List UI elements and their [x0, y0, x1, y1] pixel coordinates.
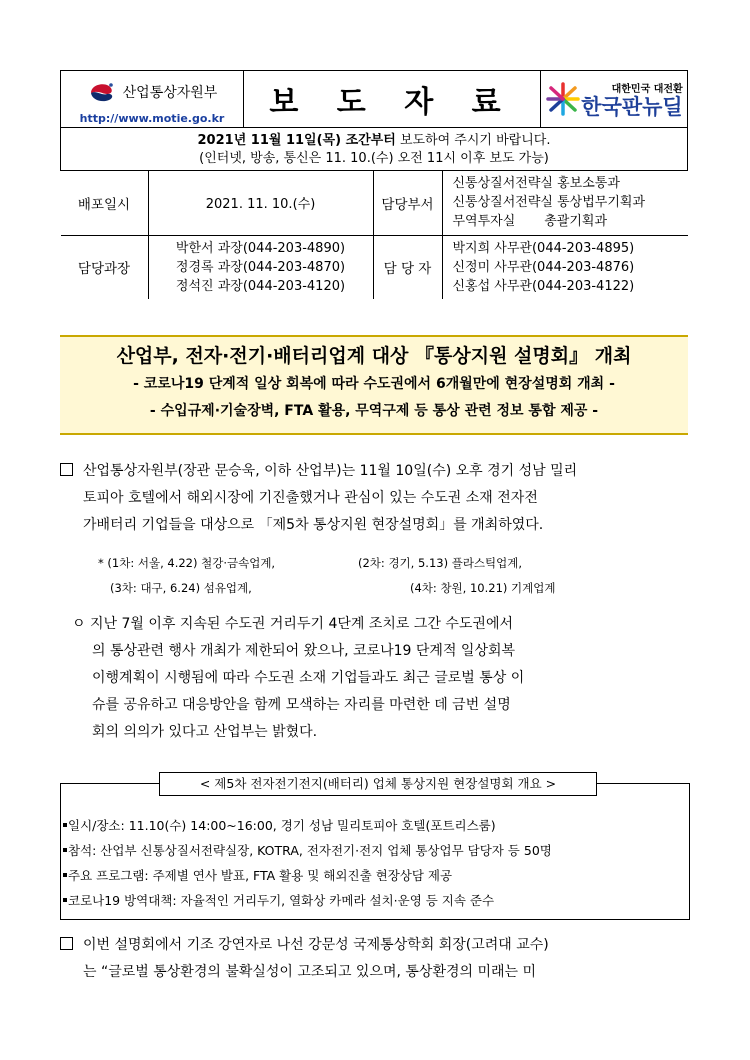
staff-item: 신홍섭 사무관(044-203-4122) — [452, 278, 635, 294]
note-round-2: (2차: 경기, 5.13) 플라스틱업계, — [358, 556, 523, 570]
staff-item: 박지희 사무관(044-203-4895) — [452, 240, 635, 256]
new-deal-burst-icon — [545, 81, 581, 117]
overview-title: < 제5차 전자전기전지(배터리) 업체 통상지원 현장설명회 개요 > — [159, 772, 597, 796]
korean-new-deal-logo — [541, 71, 688, 128]
manager-list — [148, 235, 373, 299]
overview-item: 참석: 산업부 신통상질서전략실장, KOTRA, 전자전기·전지 업체 통상업무 담당자 등 50명 — [63, 841, 552, 859]
manager-label: 담당과장 — [61, 235, 149, 299]
paragraph-3 — [60, 932, 688, 986]
paragraph-2-line: 회의 의의가 있다고 산업부는 밝혔다. — [92, 724, 318, 740]
bullet-icon — [63, 873, 67, 877]
brand-name: 한국판뉴딜 — [581, 94, 683, 119]
paragraph-1-line: 토피아 호텔에서 해외시장에 기진출했거나 관심이 있는 수도권 소재 전자전 — [83, 490, 538, 506]
paragraph-2-line: 이행계획이 시행됨에 따라 수도권 소재 기업들과도 최근 글로벌 통상 이 — [92, 670, 525, 686]
note-round-3: (3차: 대구, 6.24) 섬유업계, — [110, 581, 252, 595]
embargo-date: 2021년 11월 11일(목) 조간부터 — [197, 133, 396, 148]
square-bullet-icon — [60, 937, 73, 950]
staff-label: 담 당 자 — [373, 235, 442, 299]
document-type-title: 보 도 자 료 — [244, 71, 541, 128]
headline-subtitle-2: - 수입규제·기술장벽, FTA 활용, 무역구제 등 통상 관련 정보 통합 제공 - — [149, 403, 599, 419]
release-date-value: 2021. 11. 10.(수) — [148, 171, 373, 235]
headline-subtitle-1: - 코로나19 단계적 일상 회복에 따라 수도권에서 6개월만에 현장설명회 개최 - — [133, 376, 615, 392]
release-date-label: 배포일시 — [61, 171, 149, 235]
department-list — [442, 171, 688, 235]
paragraph-2-line: ㅇ 지난 7월 이후 지속된 수도권 거리두기 4단계 조치로 그간 수도권에서 — [72, 616, 513, 632]
paragraph-1 — [60, 458, 688, 539]
press-release-header-table — [60, 70, 688, 299]
embargo-online-note: (인터넷, 방송, 통신은 11. 10.(수) 오전 11시 이후 보도 가능) — [199, 151, 549, 166]
staff-list — [442, 235, 688, 299]
contact-table — [61, 171, 688, 299]
ministry-website-link[interactable]: http://www.motie.go.kr — [79, 111, 225, 125]
paragraph-3-line: 는 “글로벌 통상환경의 불확실성이 고조되고 있으며, 통상환경의 미래는 미 — [83, 964, 537, 980]
bullet-icon — [63, 898, 67, 902]
bullet-icon — [63, 823, 67, 827]
manager-item: 정경록 과장(044-203-4870) — [175, 259, 346, 275]
paragraph-1-line: 산업통상자원부(장관 문승욱, 이하 산업부)는 11월 10일(수) 오후 경기 성남 밀리 — [83, 463, 578, 479]
brand-tagline: 대한민국 대전환 — [611, 83, 683, 95]
embargo-notice — [61, 128, 688, 171]
paragraph-3-line: 이번 설명회에서 기조 강연자로 나선 강문성 국제통상학회 회장(고려대 교수) — [83, 937, 549, 953]
paragraph-1-line: 가배터리 기업들을 대상으로 「제5차 통상지원 현장설명회」를 개최하였다. — [83, 517, 544, 533]
bullet-icon — [63, 848, 67, 852]
paragraph-2 — [72, 611, 688, 746]
square-bullet-icon — [60, 463, 73, 476]
department-label: 담당부서 — [373, 171, 442, 235]
ministry-name: 산업통상자원부 — [122, 84, 218, 101]
overview-box — [60, 783, 690, 920]
headline-box — [60, 335, 688, 435]
overview-item: 코로나19 방역대책: 자율적인 거리두기, 열화상 카메라 설치·운영 등 지속 준수 — [63, 891, 494, 909]
manager-item: 정석진 과장(044-203-4120) — [175, 278, 346, 294]
department-item: 신통상질서전략실 홍보소통과 — [452, 176, 620, 192]
embargo-request: 보도하여 주시기 바랍니다. — [395, 133, 551, 148]
paragraph-2-line: 의 통상관련 행사 개최가 제한되어 왔으나, 코로나19 단계적 일상회복 — [92, 643, 516, 659]
department-item: 무역투자실 총괄기획과 — [452, 214, 608, 230]
overview-item: 일시/장소: 11.10(수) 14:00~16:00, 경기 성남 밀리토피아 호텔(포트리스룸) — [63, 816, 496, 834]
overview-item: 주요 프로그램: 주제별 연사 발표, FTA 활용 및 해외진출 현장상담 제공 — [63, 866, 452, 884]
note-round-4: (4차: 창원, 10.21) 기계업계 — [410, 581, 556, 595]
paragraph-2-line: 슈를 공유하고 대응방안을 함께 모색하는 자리를 마련한 데 금번 설명 — [92, 697, 511, 713]
taegeuk-emblem-icon — [87, 80, 117, 104]
ministry-logo-cell — [61, 71, 244, 128]
note-round-1: * (1차: 서울, 4.22) 철강·금속업계, — [98, 556, 276, 570]
manager-item: 박한서 과장(044-203-4890) — [175, 240, 346, 256]
staff-item: 신정미 사무관(044-203-4876) — [452, 259, 635, 275]
headline-title: 산업부, 전자·전기·배터리업계 대상 『통상지원 설명회』 개최 — [116, 345, 632, 367]
department-item: 신통상질서전략실 통상법무기획과 — [452, 195, 646, 211]
